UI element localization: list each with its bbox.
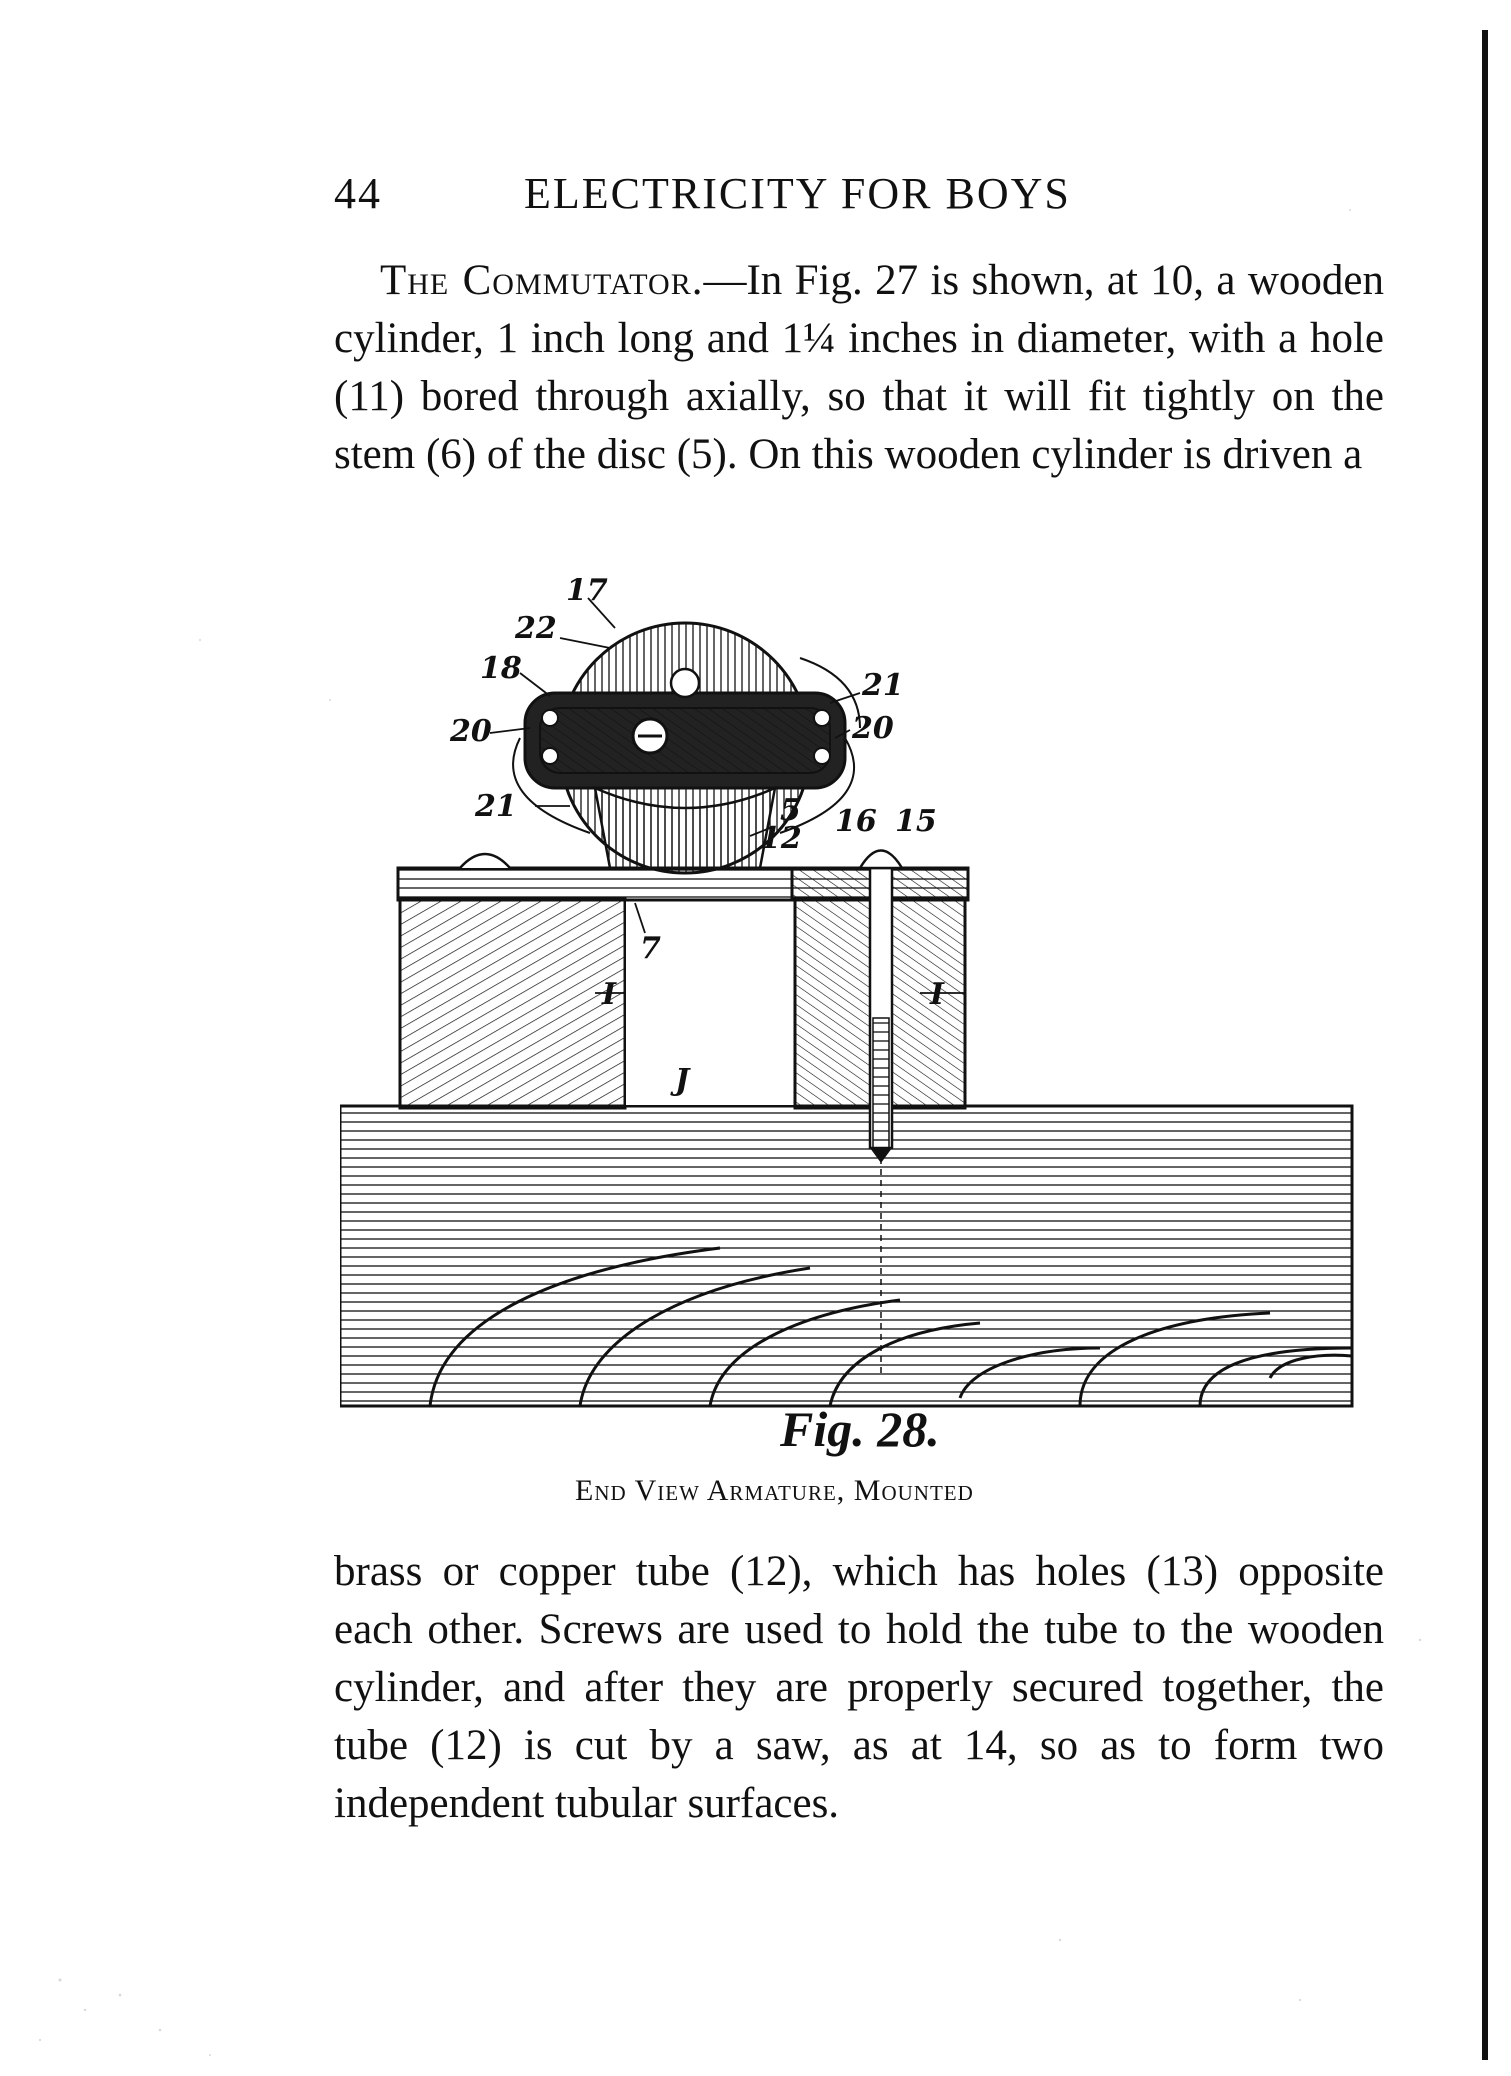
running-title: ELECTRICITY FOR BOYS — [524, 169, 1071, 218]
paragraph-continued — [334, 1543, 1384, 1833]
callout-12: 12 — [760, 821, 802, 856]
callout-18: 18 — [480, 651, 522, 686]
paragraph-commutator — [334, 252, 1384, 484]
callout-I-right: I — [930, 977, 945, 1012]
callout-5: 5 — [780, 793, 801, 828]
callout-21-right: 21 — [862, 668, 904, 703]
paragraph-1-text: —In Fig. 27 is shown, at 10, a wooden cylinder, 1 inch long and 1¼ inches in diameter, with a hole (11) bored through axially, so that it will fit tightly on the stem (6) of the disc (5). On this wooden cylinder is driven a — [334, 257, 1384, 478]
callout-20-right: 20 — [852, 711, 894, 746]
callout-15: 15 — [895, 804, 937, 839]
callout-20-left: 20 — [450, 714, 492, 749]
callout-21-left: 21 — [475, 789, 517, 824]
callout-I-left: I — [602, 977, 617, 1012]
figure-caption: End View Armature, Mounted — [575, 1474, 974, 1507]
paragraph-2-text: brass or copper tube (12), which has holes (13) opposite each other. Screws are used to hold the tube to the wooden cylinder, and after they are properly secured together, the tube (12) is cut by a saw, as at 14, so as to form two independent tubular surfaces. — [334, 1548, 1384, 1827]
base-board — [340, 1106, 1352, 1406]
figure-28-drawing — [340, 578, 1360, 1458]
callout-J: J — [675, 1063, 690, 1098]
section-heading: The Commutator. — [380, 257, 704, 304]
callout-7: 7 — [640, 931, 661, 966]
figure-label: Fig. 28. — [780, 1401, 940, 1457]
callout-22: 22 — [515, 611, 557, 646]
callout-16: 16 — [835, 804, 877, 839]
page-edge-rule — [1482, 30, 1488, 2060]
armature — [513, 623, 860, 873]
callout-17: 17 — [566, 578, 608, 608]
page-number: 44 — [334, 169, 382, 218]
left-block — [400, 898, 625, 1108]
